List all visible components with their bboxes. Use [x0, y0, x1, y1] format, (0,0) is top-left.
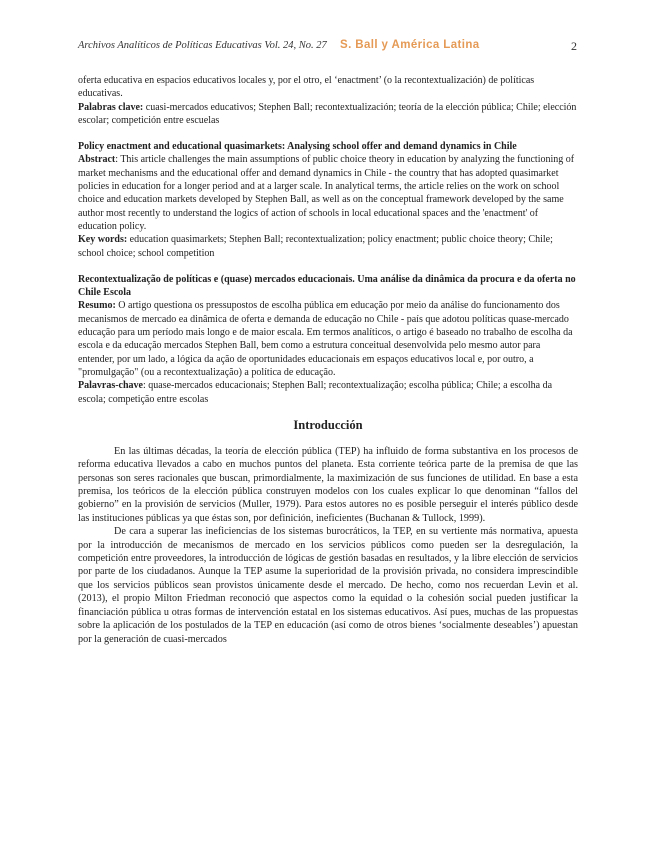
portuguese-abstract-title: Recontextualização de políticas e (quase) mercados educacionais. Uma análise da dinâmica da procura e da oferta no Chile Escola: [78, 273, 576, 299]
spanish-keywords-text: cuasi-mercados educativos; Stephen Ball; recontextualización; teoría de la elección pública; Chile; elección escolar; competición entre escuelas: [78, 101, 577, 126]
english-keywords-text: education quasimarkets; Stephen Ball; recontextualization; policy enactment; public choice theory; Chile; school choice; school competition: [78, 234, 553, 259]
english-keywords: [78, 233, 578, 260]
journal-citation: Archivos Analíticos de Políticas Educativas Vol. 24, No. 27: [78, 40, 327, 51]
page-body: [78, 74, 578, 646]
introduccion-section: [78, 418, 578, 646]
portuguese-keywords-text: : quase-mercados educacionais; Stephen Ball; recontextualização; escolha pública; Chile; a escolha da escola; competição entre escolas: [78, 380, 553, 405]
running-title: S. Ball y América Latina: [340, 39, 480, 51]
spanish-keywords: [78, 101, 578, 128]
spanish-keywords-label: Palabras clave:: [78, 101, 144, 113]
spanish-abstract-section: [78, 74, 578, 127]
intro-paragraph-2: De cara a superar las ineficiencias de los sistemas burocráticos, la TEP, en su vertiente más normativa, apuesta por la introducción de mecanismos de mercado en los servicios públicos como pueden ser la desregulación, la competición entre proveedores, la introducción de lógicas de gestión basadas en resultados, y la libre elección de servicios por parte de los ciudadanos. Aunque la TEP asume la superioridad de la provisión privada, no considera imprescindible que los servicios públicos sean provistos únicamente desde el mercado. De hecho, como nos recuerdan Levin et al. (2013), el propio Milton Friedman reconoció que aspectos como la equidad o la cohesión social pueden justificar la financiación pública u otras formas de intervención estatal en los sistemas educativos. Así pues, muchas de las propuestas sobre la aplicación de los postulados de la TEP en educación (así como de otros bienes ‘socialmente deseables’) apuestan por la generación de cuasi-mercados: [78, 526, 578, 645]
portuguese-abstract: [78, 299, 578, 379]
spanish-abstract-tail: oferta educativa en espacios educativos locales y, por el otro, el ‘enactment’ (o la recontextualización) de políticas educativas.: [78, 75, 535, 100]
english-keywords-label: Key words:: [78, 234, 128, 246]
english-abstract-section: [78, 140, 578, 260]
portuguese-abstract-text: O artigo questiona os pressupostos de escolha pública em educação por meio da análise do funcionamento dos mecanismos de mercado ea dinâmica de oferta e demanda de educação no Chile - país que adotou políticas quase-mercado educação para um período mais longo e de maior escala. Em termos analíticos, o artigo é baseado no trabalho de escolha da escola e da educação mercados Stephen Ball, bem como a estrutura conceitual desenvolvida pelo mesmo autor para entender, por um lado, a lógica da ação de oportunidades educacionais em espaços educativos local e, por outro, a "promulgação" (ou a recontextualização) a política de educação.: [78, 300, 573, 378]
english-abstract: [78, 153, 578, 233]
page-number: 2: [571, 39, 577, 53]
portuguese-keywords: [78, 379, 578, 406]
running-header: [78, 40, 577, 54]
english-abstract-text: : This article challenges the main assumptions of public choice theory in education by analyzing the functioning of market mechanisms and the educational offer and demand dynamics in Chile - the country that has adopted quasimarket policies in education for a longer period and at a larger scale. In analytical terms, the article relies on the work on school choice and education markets developed by Stephen Ball, as well as on the conceptual framework developed by the same author most recently to understand the logics of action of schools in local educational spaces and the 'enactment' of education policy.: [78, 154, 575, 232]
portuguese-abstract-section: [78, 273, 578, 406]
english-abstract-title: Policy enactment and educational quasimarkets: Analysing school offer and demand dynamics in Chile: [78, 141, 517, 153]
intro-paragraph-1: En las últimas décadas, la teoría de elección pública (TEP) ha influido de forma substantiva en los procesos de reforma educativa llevados a cabo en muchos puntos del planeta. Esta corriente teórica parte de la premisa de que las personas son seres racionales que buscan, primordialmente, la maximización de sus funciones de utilidad. En base a esta premisa, los teóricos de la elección pública construyen modelos con los cuales explicar lo que denominan “fallos del gobierno” en la provisión de servicios (Muller, 1979). Para estos autores no es posible perseguir el interés público desde las instituciones públicas ya que éstas son, por definición, ineficientes (Buchanan & Tullock, 1999).: [78, 445, 578, 524]
section-heading-introduccion: Introducción: [293, 417, 363, 432]
portuguese-abstract-label: Resumo:: [78, 300, 116, 312]
english-abstract-label: Abstract: [78, 154, 116, 166]
portuguese-keywords-label: Palavras-chave: [78, 380, 143, 392]
